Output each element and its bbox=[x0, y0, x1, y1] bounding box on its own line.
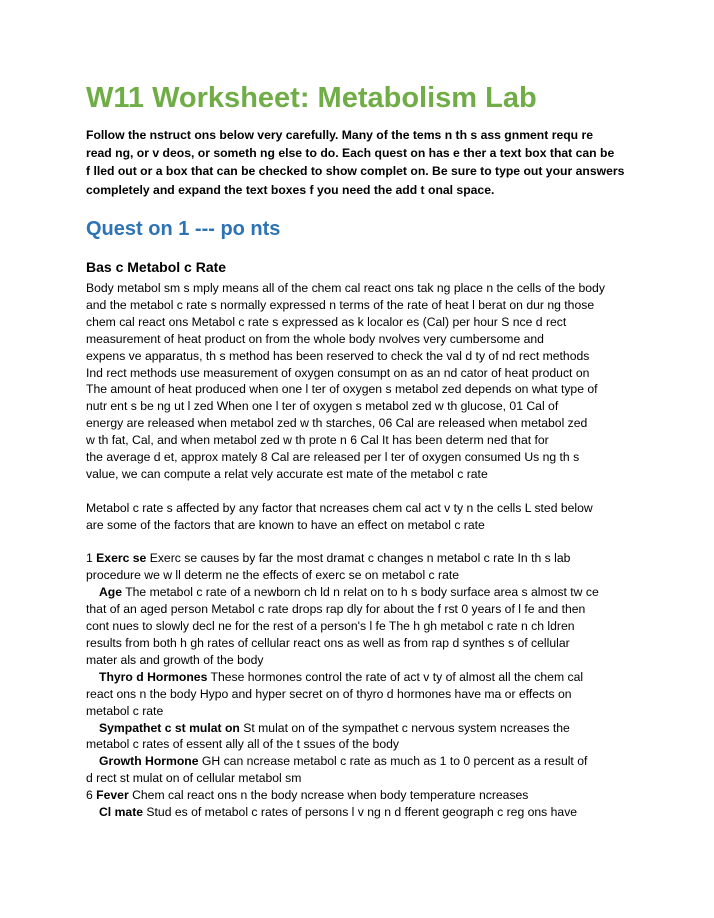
text-line: and the metabol c rate s normally expressed n terms of the rate of heat l berat on dur ng those bbox=[86, 297, 595, 312]
factor-term: Age bbox=[99, 585, 123, 600]
factor-term: Thyro d Hormones bbox=[99, 669, 208, 684]
factor-term: Sympathet c st mulat on bbox=[99, 720, 240, 735]
list-item bbox=[86, 804, 651, 821]
instruction-line: read ng, or v deos, or someth ng else to do. Each quest on has e ther a text box that can be bbox=[86, 146, 615, 161]
text-line: are some of the factors that are known to have an effect on metabol c rate bbox=[86, 517, 485, 532]
list-item bbox=[86, 720, 651, 754]
text-line: react ons n the body Hypo and hyper secret on of thyro d hormones have ma or effects on bbox=[86, 686, 572, 701]
text-line: the average d et, approx mately 8 Cal are released per l ter of oxygen consumed Us ng th s bbox=[86, 450, 580, 465]
text-line: expens ve apparatus, th s method has been reserved to check the val d ty of nd rect methods bbox=[86, 348, 590, 363]
text-line: mater als and growth of the body bbox=[86, 652, 264, 667]
instruction-line: Follow the nstruct ons below very carefully. Many of the tems n th s ass gnment requ re bbox=[86, 128, 594, 142]
question-heading: Quest on 1 --- po nts bbox=[86, 218, 281, 240]
text-line: value, we can compute a relat vely accurate est mate of the metabol c rate bbox=[86, 466, 488, 481]
instruction-line: completely and expand the text boxes f you need the add t onal space. bbox=[86, 182, 495, 197]
list-item-number: 6 bbox=[86, 788, 97, 803]
list-item bbox=[86, 753, 651, 787]
text-line: energy are released when metabol zed w th starches, 06 Cal are released when metabol zed bbox=[86, 416, 588, 431]
factor-term: Cl mate bbox=[99, 805, 144, 820]
factor-text: GH can ncrease metabol c rate as much as 1 to 0 percent as a result of bbox=[198, 754, 588, 769]
text-line: metabol c rates of essent ally all of the t ssues of the body bbox=[86, 737, 399, 752]
list-item bbox=[86, 787, 651, 804]
factor-term: Fever bbox=[96, 788, 129, 803]
factor-text: The metabol c rate of a newborn ch ld n relat on to h s body surface area s almost tw ce bbox=[122, 585, 599, 600]
paragraph-metabolism bbox=[86, 280, 651, 483]
text-line: w th fat, Cal, and when metabol zed w th prote n 6 Cal It has been determ ned that for bbox=[86, 433, 549, 448]
paragraph-gap bbox=[86, 483, 651, 500]
factor-term: Exerc se bbox=[96, 551, 147, 566]
text-line: cont nues to slowly decl ne for the rest of a person's l fe The h gh metabol c rate n ch ldren bbox=[86, 619, 575, 634]
text-line: Body metabol sm s mply means all of the chem cal react ons tak ng place n the cells of the body bbox=[86, 281, 605, 295]
text-line: Metabol c rate s affected by any factor that ncreases chem cal act v ty n the cells L sted below bbox=[86, 500, 593, 515]
factor-term: Growth Hormone bbox=[99, 754, 199, 769]
text-line: nutr ent s be ng ut l zed When one l ter of oxygen s metabol zed w th glucose, 01 Cal of bbox=[86, 399, 559, 414]
list-item bbox=[86, 550, 651, 584]
paragraph-factors-intro bbox=[86, 500, 651, 534]
factor-text: Stud es of metabol c rates of persons l v ng n d fferent geograph c reg ons have bbox=[143, 805, 578, 820]
text-line: d rect st mulat on of cellular metabol sm bbox=[86, 771, 302, 786]
instruction-line: f lled out or a box that can be checked to show complet on. Be sure to type out your answers bbox=[86, 164, 625, 179]
list-item-number: 1 bbox=[86, 551, 97, 566]
text-line: metabol c rate bbox=[86, 703, 164, 718]
factor-text: These hormones control the rate of act v ty of almost all the chem cal bbox=[207, 669, 584, 684]
section-subheading: Bas c Metabol c Rate bbox=[86, 259, 227, 275]
text-line: that of an aged person Metabol c rate drops rap dly for about the f rst 0 years of l fe and then bbox=[86, 602, 586, 617]
list-item bbox=[86, 584, 651, 669]
text-line: chem cal react ons Metabol c rate s expressed as k localor es (Cal) per hour S nce d rect bbox=[86, 314, 567, 329]
body-text bbox=[86, 280, 651, 821]
factor-text: Exerc se causes by far the most dramat c changes n metabol c rate In th s lab bbox=[146, 551, 571, 566]
text-line: procedure we w ll determ ne the effects of exerc se on metabol c rate bbox=[86, 568, 460, 583]
factor-text: St mulat on of the sympathet c nervous system ncreases the bbox=[239, 720, 570, 735]
instructions bbox=[86, 126, 646, 199]
text-line: Ind rect methods use measurement of oxygen consumpt on as an nd cator of heat product on bbox=[86, 365, 590, 380]
text-line: results from both h gh rates of cellular react ons as well as from rap d synthes s of cellular bbox=[86, 636, 570, 650]
paragraph-gap bbox=[86, 534, 651, 551]
list-item bbox=[86, 669, 651, 720]
text-line: measurement of heat product on from the whole body nvolves very cumbersome and bbox=[86, 331, 544, 346]
factor-text: Chem cal react ons n the body ncrease when body temperature ncreases bbox=[128, 788, 529, 803]
text-line: The amount of heat produced when one l ter of oxygen s metabol zed depends on what type of bbox=[86, 382, 598, 397]
worksheet-title: W11 Worksheet: Metabolism Lab bbox=[86, 82, 537, 114]
factor-list bbox=[86, 550, 651, 821]
